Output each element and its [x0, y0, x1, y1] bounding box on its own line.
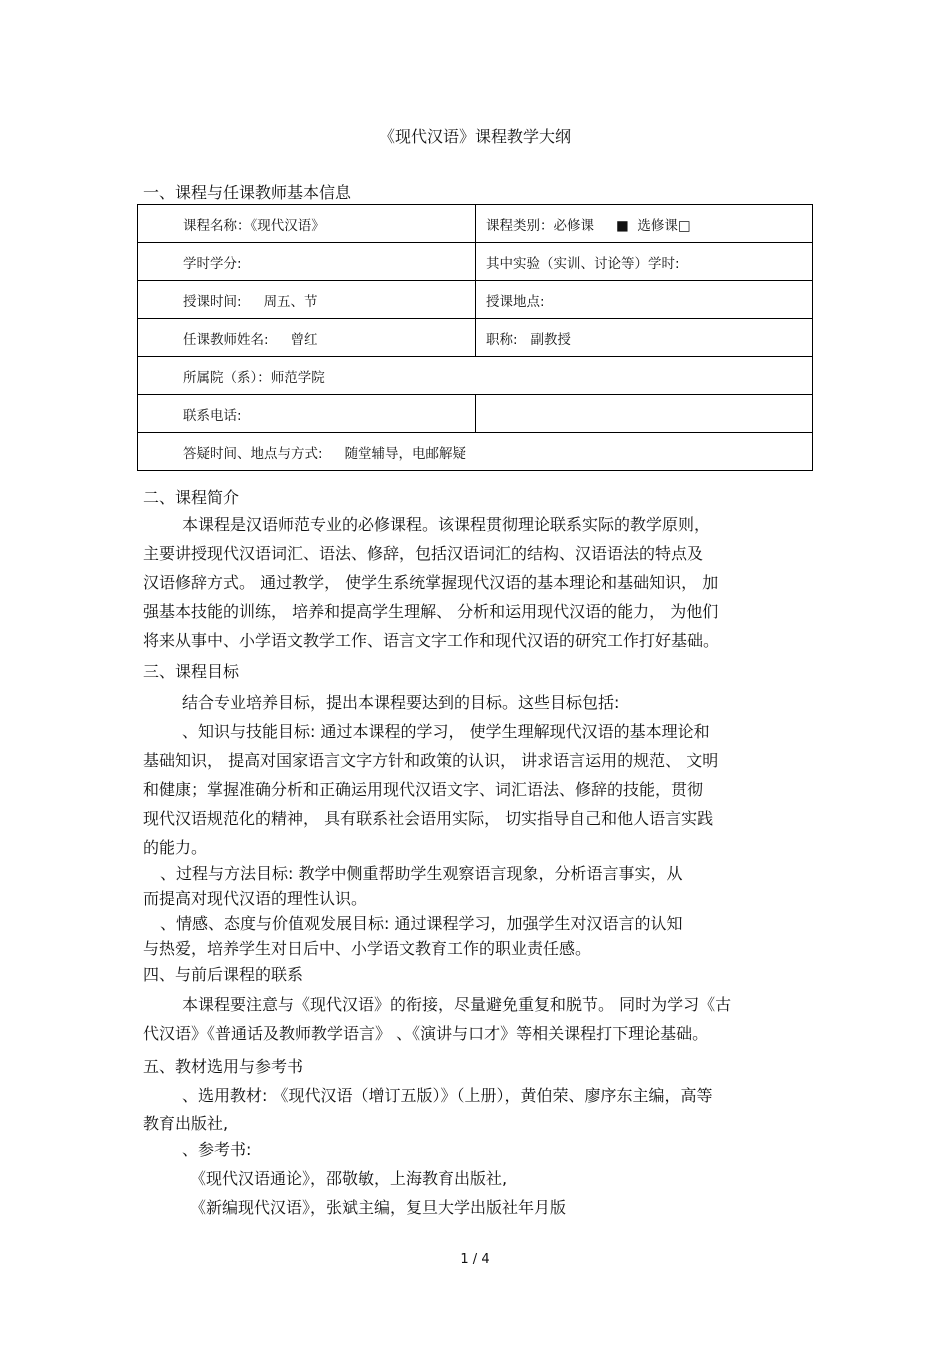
reference-item: 《现代汉语通论》，邵敬敏，上海教育出版社, — [190, 1169, 508, 1188]
department-label: 所属院（系）： — [183, 369, 271, 386]
goal1-line: 基础知识， 提高对国家语言文字方针和政策的认识， 讲求语言运用的规范、 文明 — [143, 751, 719, 770]
table-row — [138, 357, 813, 395]
goals-intro: 结合专业培养目标，提出本课程要达到的目标。这些目标包括: — [182, 693, 620, 712]
document-title: 《现代汉语》课程教学大纲 — [378, 127, 571, 146]
table-row — [138, 433, 813, 471]
practice-hours-cell: 其中实验（实训、讨论等）学时: — [476, 243, 813, 281]
goal3-line: 、情感、态度与价值观发展目标: 通过课程学习，加强学生对汉语言的认知 — [160, 914, 683, 933]
qa-value: 随堂辅导，电邮解疑 — [344, 445, 467, 462]
section4-heading: 四、与前后课程的联系 — [143, 965, 304, 984]
page-number: 1 / 4 — [460, 1252, 490, 1267]
phone-value-cell — [476, 395, 813, 433]
intro-line: 主要讲授现代汉语词汇、语法、修辞，包括汉语词汇的结构、汉语语法的特点及 — [143, 544, 704, 563]
department-value: 师范学院 — [270, 369, 325, 386]
teacher-cell — [138, 319, 476, 357]
section3-heading: 三、课程目标 — [143, 662, 240, 681]
phone-cell: 联系电话: — [138, 395, 476, 433]
class-time-cell — [138, 281, 476, 319]
goal3-line: 与热爱，培养学生对日后中、小学语文教育工作的职业责任感。 — [143, 939, 592, 958]
textbook-line: 教育出版社, — [143, 1114, 229, 1133]
teacher-value: 曾红 — [290, 331, 318, 348]
course-name-cell: 课程名称：《现代汉语》 — [138, 205, 476, 243]
relation-line: 代汉语》《普通话及教师教学语言》 、《演讲与口才》等相关课程打下理论基础。 — [143, 1024, 709, 1043]
required-checkbox-icon: ■ — [616, 217, 629, 234]
goal1-line: 现代汉语规范化的精神， 具有联系社会语用实际， 切实指导自己和他人语言实践 — [143, 809, 714, 828]
course-type-elective: 选修课□ — [637, 217, 691, 234]
table-row — [138, 205, 813, 243]
intro-line: 本课程是汉语师范专业的必修课程。该课程贯彻理论联系实际的教学原则， — [182, 515, 711, 534]
hours-credits-cell: 学时学分: — [138, 243, 476, 281]
section5-heading: 五、教材选用与参考书 — [143, 1057, 304, 1076]
goal2-line: 而提高对现代汉语的理性认识。 — [143, 889, 368, 908]
relation-line: 本课程要注意与《现代汉语》的衔接，尽量避免重复和脱节。 同时为学习《古 — [182, 995, 732, 1014]
job-title-value: 副教授 — [530, 331, 571, 348]
table-row — [138, 319, 813, 357]
section1-heading: 一、课程与任课教师基本信息 — [143, 183, 352, 202]
intro-line: 强基本技能的训练， 培养和提高学生理解、 分析和运用现代汉语的能力， 为他们 — [143, 602, 719, 621]
qa-label: 答疑时间、地点与方式: — [183, 445, 323, 462]
job-title-cell — [476, 319, 813, 357]
goal1-line: 的能力。 — [143, 838, 208, 857]
course-type-label: 课程类别：必修课 — [486, 217, 594, 234]
table-row — [138, 281, 813, 319]
references-label: 、参考书: — [182, 1140, 252, 1159]
location-cell: 授课地点: — [476, 281, 813, 319]
course-info-table — [137, 204, 813, 471]
class-time-value: 周五、节 — [263, 293, 318, 310]
textbook-line: 、选用教材: 《现代汉语（增订五版）》（上册），黄伯荣、廖序东主编，高等 — [182, 1086, 713, 1105]
department-cell — [138, 357, 813, 395]
reference-item: 《新编现代汉语》，张斌主编，复旦大学出版社年月版 — [190, 1198, 567, 1217]
qa-cell — [138, 433, 813, 471]
goal1-line: 、知识与技能目标: 通过本课程的学习， 使学生理解现代汉语的基本理论和 — [182, 722, 710, 741]
teacher-label: 任课教师姓名: — [183, 331, 269, 348]
section2-heading: 二、课程简介 — [143, 488, 240, 507]
table-row — [138, 243, 813, 281]
class-time-label: 授课时间: — [183, 293, 242, 310]
goal2-line: 、过程与方法目标: 教学中侧重帮助学生观察语言现象，分析语言事实，从 — [160, 864, 683, 883]
job-title-label: 职称: — [486, 331, 518, 348]
course-type-cell — [476, 205, 813, 243]
table-row — [138, 395, 813, 433]
intro-line: 汉语修辞方式。 通过教学， 使学生系统掌握现代汉语的基本理论和基础知识， 加 — [143, 573, 719, 592]
goal1-line: 和健康；掌握准确分析和正确运用现代汉语文字、词汇语法、修辞的技能，贯彻 — [143, 780, 704, 799]
intro-line: 将来从事中、小学语文教学工作、语言文字工作和现代汉语的研究工作打好基础。 — [143, 631, 720, 650]
